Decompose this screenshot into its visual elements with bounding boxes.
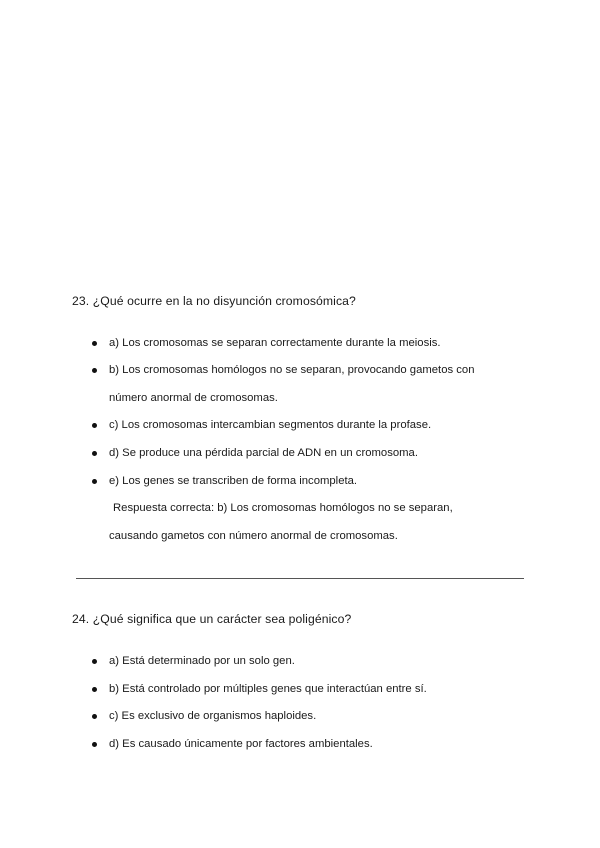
question-23-title: 23. ¿Qué ocurre en la no disyunción cromosómica? xyxy=(72,294,356,308)
option-text: c) Es exclusivo de organismos haploides. xyxy=(109,710,317,722)
option-text: d) Se produce una pérdida parcial de ADN en un cromosoma. xyxy=(109,447,418,459)
option-text: e) Los genes se transcriben de forma incompleta. xyxy=(109,475,358,487)
bullet-icon xyxy=(92,341,97,346)
option-text: b) Está controlado por múltiples genes que interactúan entre sí. xyxy=(109,683,427,695)
bullet-icon xyxy=(92,423,97,428)
option-text: a) Está determinado por un solo gen. xyxy=(109,655,295,667)
option-text: número anormal de cromosomas. xyxy=(109,392,278,404)
bullet-icon xyxy=(92,479,97,484)
bullet-icon xyxy=(92,714,97,719)
answer-line-2: causando gametos con número anormal de cromosomas. xyxy=(109,530,398,542)
bullet-icon xyxy=(92,368,97,373)
option-text: d) Es causado únicamente por factores ambientales. xyxy=(109,738,373,750)
option-text: c) Los cromosomas intercambian segmentos durante la profase. xyxy=(109,419,432,431)
bullet-icon xyxy=(92,742,97,747)
option-text: b) Los cromosomas homólogos no se separan, provocando gametos con xyxy=(109,364,475,376)
section-divider xyxy=(76,578,524,579)
bullet-icon xyxy=(92,451,97,456)
question-24-title: 24. ¿Qué significa que un carácter sea poligénico? xyxy=(72,612,352,626)
bullet-icon xyxy=(92,687,97,692)
answer-line-1: Respuesta correcta: b) Los cromosomas homólogos no se separan, xyxy=(113,502,453,514)
bullet-icon xyxy=(92,659,97,664)
option-text: a) Los cromosomas se separan correctamente durante la meiosis. xyxy=(109,337,441,349)
